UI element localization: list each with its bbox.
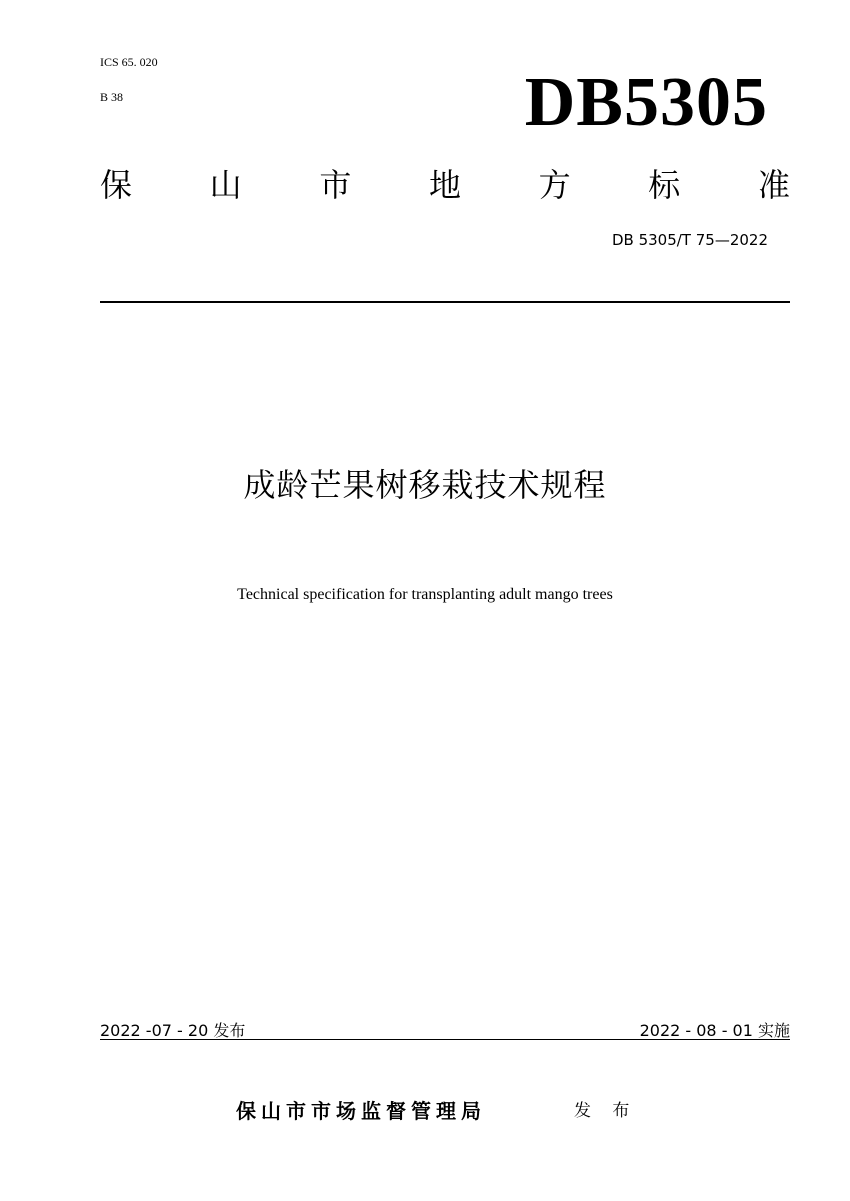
standard-type-char: 方 <box>538 166 571 204</box>
standard-type-char: 市 <box>319 166 352 204</box>
standard-type-char: 地 <box>428 166 461 204</box>
ics-code: ICS 65. 020 <box>100 55 158 69</box>
standard-type-char: 山 <box>209 166 242 204</box>
ccs-code: B 38 <box>100 90 124 104</box>
standard-type-char: 准 <box>757 166 790 204</box>
standard-code-banner: DB5305 <box>524 64 768 141</box>
footer-divider <box>100 1039 790 1040</box>
standard-type-char: 保 <box>100 166 133 204</box>
header-divider <box>100 301 790 303</box>
document-title-chinese: 成龄芒果树移栽技术规程 <box>243 466 607 504</box>
implementation-date: 2022 - 08 - 01 实施 <box>639 1021 790 1040</box>
issuing-authority-suffix: 发 布 <box>574 1101 638 1121</box>
document-title-english: Technical specification for transplanting adult mango trees <box>237 586 613 603</box>
issue-date: 2022 -07 - 20 发布 <box>100 1021 246 1040</box>
standard-type-char: 标 <box>648 166 681 204</box>
standard-number: DB 5305/T 75—2022 <box>611 231 768 249</box>
issuing-authority: 保山市市场监督管理局 <box>236 1099 486 1123</box>
standard-type-heading <box>100 166 790 204</box>
